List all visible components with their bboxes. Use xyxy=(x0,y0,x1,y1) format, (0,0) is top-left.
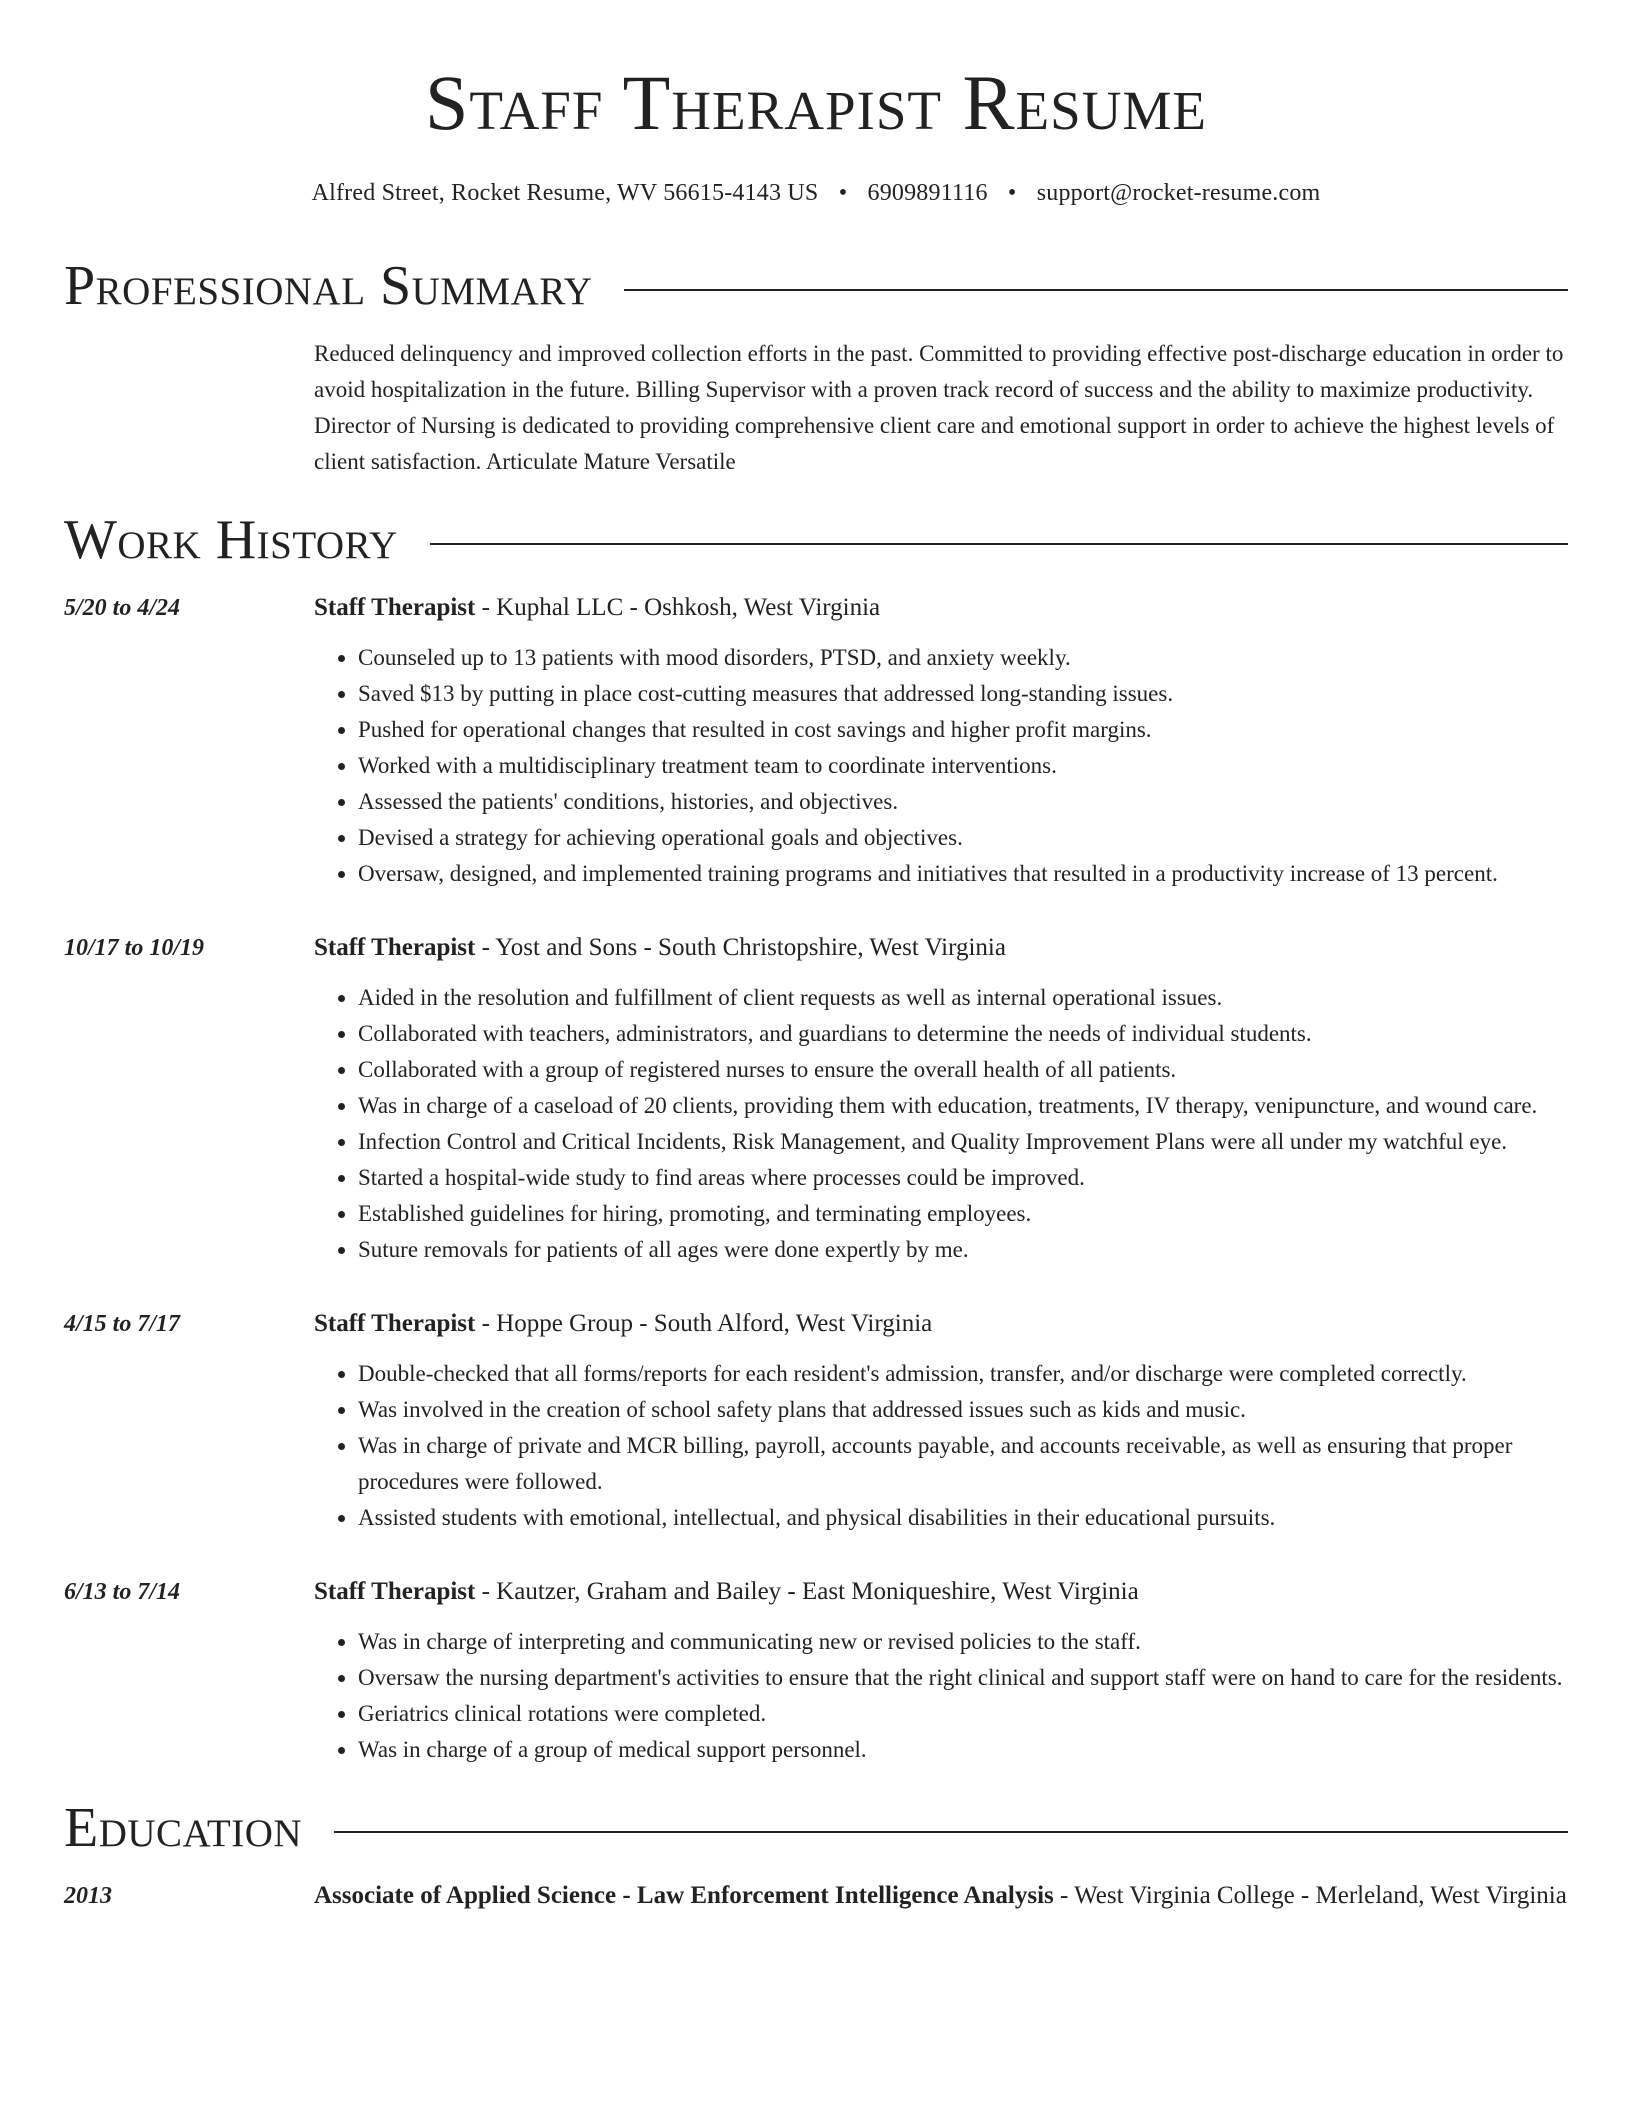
summary-text: Reduced delinquency and improved collection efforts in the past. Committed to providing effective post-discharge education in order to avoid hospitalization in the future. Billing Supervisor with a proven track record of success and the ability to maximize productivity. Director of Nursing is dedicated to providing comprehensive client care and emotional support in order to achieve the highest levels of client satisfaction. Articulate Mature Versatile xyxy=(314,341,1564,474)
job-dates: 6/13 to 7/14 xyxy=(64,1579,181,1605)
job-bullet: • Was in charge of a group of medical support personnel. xyxy=(358,1732,1568,1768)
job-title: Staff Therapist xyxy=(314,934,476,961)
contact-phone: 6909891116 xyxy=(867,180,988,206)
job-employer: - Yost and Sons - South Christopshire, West Virginia xyxy=(475,934,1006,961)
section-divider xyxy=(624,289,1568,291)
job-body xyxy=(314,930,1568,1268)
work-section-header xyxy=(64,510,1568,570)
education-body xyxy=(314,1878,1568,1914)
job-bullet: • Assessed the patients' conditions, histories, and objectives. xyxy=(358,784,1568,820)
job-title-line xyxy=(314,590,1568,626)
job-title: Staff Therapist xyxy=(314,594,476,621)
summary-heading: Professional Summary xyxy=(64,255,593,317)
job-bullet: • Pushed for operational changes that resulted in cost savings and higher profit margins. xyxy=(358,712,1568,748)
job-entry xyxy=(64,930,1568,1268)
job-entry xyxy=(64,1574,1568,1768)
job-dates: 5/20 to 4/24 xyxy=(64,595,181,621)
job-title: Staff Therapist xyxy=(314,1310,476,1337)
job-title-line xyxy=(314,930,1568,966)
job-employer: - Kuphal LLC - Oshkosh, West Virginia xyxy=(475,594,881,621)
section-divider xyxy=(430,543,1568,545)
job-bullet: • Saved $13 by putting in place cost-cutting measures that addressed long-standing issues. xyxy=(358,676,1568,712)
contact-separator: • xyxy=(838,180,848,206)
job-bullet: • Counseled up to 13 patients with mood disorders, PTSD, and anxiety weekly. xyxy=(358,640,1568,676)
job-title: Staff Therapist xyxy=(314,1578,476,1605)
job-bullet: • Was in charge of private and MCR billing, payroll, accounts payable, and accounts receivable, as well as ensuring that proper procedures were followed. xyxy=(358,1428,1568,1500)
job-bullet: • Oversaw, designed, and implemented training programs and initiatives that resulted in a productivity increase of 13 percent. xyxy=(358,856,1568,892)
contact-line xyxy=(64,178,1568,208)
job-bullet: • Geriatrics clinical rotations were completed. xyxy=(358,1696,1568,1732)
job-employer: - Kautzer, Graham and Bailey - East Moniqueshire, West Virginia xyxy=(475,1578,1139,1605)
job-title-line xyxy=(314,1306,1568,1342)
job-bullet: • Worked with a multidisciplinary treatment team to coordinate interventions. xyxy=(358,748,1568,784)
section-divider xyxy=(334,1831,1568,1833)
job-title-line xyxy=(314,1574,1568,1610)
work-history-list xyxy=(64,590,1568,1768)
job-bullet: • Was in charge of interpreting and communicating new or revised policies to the staff. xyxy=(358,1624,1568,1660)
job-dates: 10/17 to 10/19 xyxy=(64,935,205,961)
job-bullet: • Double-checked that all forms/reports for each resident's admission, transfer, and/or discharge were completed correctly. xyxy=(358,1356,1568,1392)
job-employer: - Hoppe Group - South Alford, West Virginia xyxy=(475,1310,933,1337)
job-bullet: • Collaborated with a group of registered nurses to ensure the overall health of all patients. xyxy=(358,1052,1568,1088)
job-bullet: • Established guidelines for hiring, promoting, and terminating employees. xyxy=(358,1196,1568,1232)
job-bullet: • Was in charge of a caseload of 20 clients, providing them with education, treatments, IV therapy, venipuncture, and wound care. xyxy=(358,1088,1568,1124)
education-line xyxy=(314,1878,1568,1914)
contact-address: Alfred Street, Rocket Resume, WV 56615-4143 US xyxy=(311,180,819,206)
job-bullet: • Was involved in the creation of school safety plans that addressed issues such as kids and music. xyxy=(358,1392,1568,1428)
job-bullets xyxy=(314,1624,1568,1768)
job-bullets xyxy=(314,980,1568,1268)
job-bullets xyxy=(314,1356,1568,1536)
job-bullets xyxy=(314,640,1568,892)
job-bullet: • Oversaw the nursing department's activities to ensure that the right clinical and support staff were on hand to care for the residents. xyxy=(358,1660,1568,1696)
job-entry xyxy=(64,1306,1568,1536)
job-bullet: • Devised a strategy for achieving operational goals and objectives. xyxy=(358,820,1568,856)
contact-separator: • xyxy=(1007,180,1017,206)
summary-section-header xyxy=(64,256,1568,316)
contact-email: support@rocket-resume.com xyxy=(1036,180,1321,206)
job-bullet: • Collaborated with teachers, administrators, and guardians to determine the needs of individual students. xyxy=(358,1016,1568,1052)
education-heading: Education xyxy=(64,1797,303,1859)
job-bullet: • Assisted students with emotional, intellectual, and physical disabilities in their educational pursuits. xyxy=(358,1500,1568,1536)
job-dates: 4/15 to 7/17 xyxy=(64,1311,181,1337)
education-entry xyxy=(64,1878,1568,1914)
resume-title: Staff Therapist Resume xyxy=(425,59,1207,146)
job-bullet: • Suture removals for patients of all ages were done expertly by me. xyxy=(358,1232,1568,1268)
job-bullet: • Infection Control and Critical Incidents, Risk Management, and Quality Improvement Plans were all under my watchful eye. xyxy=(358,1124,1568,1160)
job-body xyxy=(314,590,1568,892)
education-year: 2013 xyxy=(64,1883,112,1909)
work-heading: Work History xyxy=(64,509,398,571)
job-entry xyxy=(64,590,1568,892)
job-body xyxy=(314,1306,1568,1536)
job-bullet: • Started a hospital-wide study to find areas where processes could be improved. xyxy=(358,1160,1568,1196)
job-bullet: • Aided in the resolution and fulfillment of client requests as well as internal operational issues. xyxy=(358,980,1568,1016)
education-degree: Associate of Applied Science - Law Enforcement Intelligence Analysis xyxy=(314,1882,1054,1909)
education-section-header xyxy=(64,1798,1568,1858)
job-body xyxy=(314,1574,1568,1768)
education-school: - West Virginia College - Merleland, West Virginia xyxy=(1053,1882,1567,1909)
